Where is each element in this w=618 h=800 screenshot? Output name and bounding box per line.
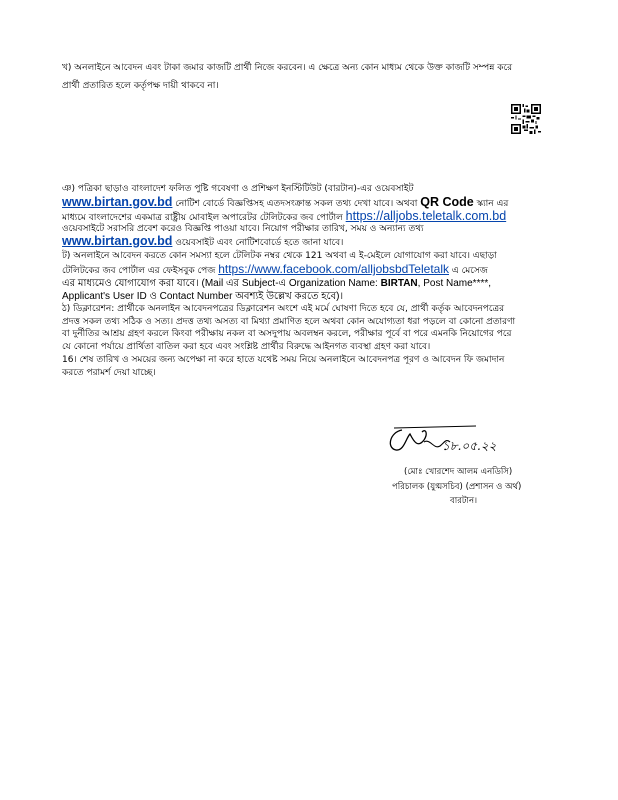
signatory-name: (মোঃ খোরশেদ আলম এনডিসি): [404, 467, 513, 477]
para-tha-line1: ঠ) ডিক্লারেশন: প্রার্থীকে অনলাইন আবেদনপত্রের ডিক্লারেশন অংশে এই মর্মে ঘোষণা দিতে হবে যে, প্রার্থী কর্তৃক আবেদনপত্রের: [62, 304, 505, 314]
qr-code-label: QR Code: [420, 195, 474, 209]
para-ta-line2-text: টেলিটকের জব পোর্টাল এর ফেইসবুক পেজ: [62, 266, 219, 276]
para-ta-line2-tail: এ মেসেজ: [449, 266, 488, 276]
para-kha-line1: খ) অনলাইনে আবেদন এবং টাকা জমার কাজটি প্রার্থী নিজে করবেন। এ ক্ষেত্রে অন্য কোন মাধ্যম থেকে উক্ত কাজটি সম্পন্ন করে: [62, 63, 513, 73]
para-16-line2: করতে পরামর্শ দেয়া যাচ্ছে।: [62, 368, 156, 378]
para-tha-line3: বা দুর্নীতির আশ্রয় গ্রহণ করলে কিংবা পরীক্ষায় নকল বা অসদুপায় অবলম্বন করলে, পরীক্ষার পূর্বে বা পরে এমনকি নিয়োগের পরে: [62, 329, 512, 339]
teletalk-jobs-link[interactable]: https://alljobs.teletalk.com.bd: [345, 209, 507, 223]
signatory-designation: পরিচালক (যুগ্মসচিব) (প্রশাসন ও অর্থ): [392, 482, 522, 492]
para-16-line1: 16। শেষ তারিখ ও সময়ের জন্য অপেক্ষা না করে হাতে যথেষ্ট সময় নিয়ে অনলাইনে আবেদনপত্র পূরণ ও আবেদন ফি জমাদান: [62, 355, 505, 365]
birtan-website-link-2[interactable]: www.birtan.gov.bd: [62, 234, 173, 248]
para-nya-line3: [62, 210, 506, 224]
para-nya-line2-text: নোটিশ বোর্ডে বিজ্ঞপ্তিসহ এতদসংক্রান্ত সকল তথ্য দেখা যাবে। অথবা: [172, 199, 421, 209]
para-nya-line2-tail: স্ক্যান এর: [473, 199, 509, 209]
para-kha-line2: প্রার্থী প্রতারিত হলে কর্তৃপক্ষ দায়ী থাকবে না।: [62, 81, 219, 91]
signature-date: ১৮.০৫.২২: [442, 439, 497, 453]
para-nya-line4: ওয়েবসাইটে সরাসরি প্রবেশ করেও বিজ্ঞপ্তি পাওয়া যাবে। নিয়োগ পরীক্ষার তারিখ, সময় ও অন্যান্য তথ্য: [62, 224, 424, 234]
facebook-page-link[interactable]: https://www.facebook.com/alljobsbdTeletalk: [218, 262, 449, 276]
para-nya-line2: [62, 196, 508, 210]
para-nya-line5-text: ওয়েবসাইট এবং নোটিশবোর্ডে হতে জানা যাবে।: [172, 238, 344, 248]
para-ta-line1: ট) অনলাইনে আবেদন করতে কোন সমস্যা হলে টেলিটক নম্বর থেকে 121 অথবা এ ই-মেইলে যোগাযোগ করা যাবে। এছাড়া: [62, 251, 497, 261]
para-tha-line4: যে কোনো পর্যায়ে প্রার্থিতা বাতিল করা হবে এবং সংশ্লিষ্ট প্রার্থীর বিরুদ্ধে আইনগত ব্যবস্থা গ্রহণ করা যাবে।: [62, 342, 431, 352]
para-nya-line5: [62, 235, 343, 249]
para-ta-line2: [62, 263, 488, 277]
para-nya-line3-text: মাধ্যমে বাংলাদেশের একমাত্র রাষ্ট্রীয় মোবাইল অপারেটর টেলিটকের জব পোর্টাল: [62, 213, 346, 223]
para-ta-line3: [62, 278, 491, 290]
org-name-birtan: BIRTAN: [380, 278, 418, 289]
signatory-org: বারটান।: [450, 496, 478, 506]
qr-code-icon: [511, 104, 541, 134]
para-ta-line3-c: , Post Name****,: [417, 278, 492, 289]
para-ta-line3-a: এর মাধ্যমেও যোগাযোগ করা যাবে। (Mail এর Subject-এ Organization Name:: [62, 278, 381, 289]
para-ta-line4: Applicant's User ID ও Contact Number অবশ্যই উল্লেখ করতে হবে)।: [62, 291, 344, 302]
para-nya-line1: ঞ) পত্রিকা ছাড়াও বাংলাদেশ ফলিত পুষ্টি গবেষণা ও প্রশিক্ষণ ইনস্টিটিউট (বারটান)-এর ওয়েবসাইট: [62, 184, 414, 194]
birtan-website-link[interactable]: www.birtan.gov.bd: [62, 195, 173, 209]
para-tha-line2: প্রদত্ত সকল তথ্য সঠিক ও সত্য। প্রদত্ত তথ্য অসত্য বা মিথ্যা প্রমাণিত হলে অথবা কোন অযোগ্যতা ধরা পড়লে বা কোনো প্রতারণা: [62, 317, 516, 327]
